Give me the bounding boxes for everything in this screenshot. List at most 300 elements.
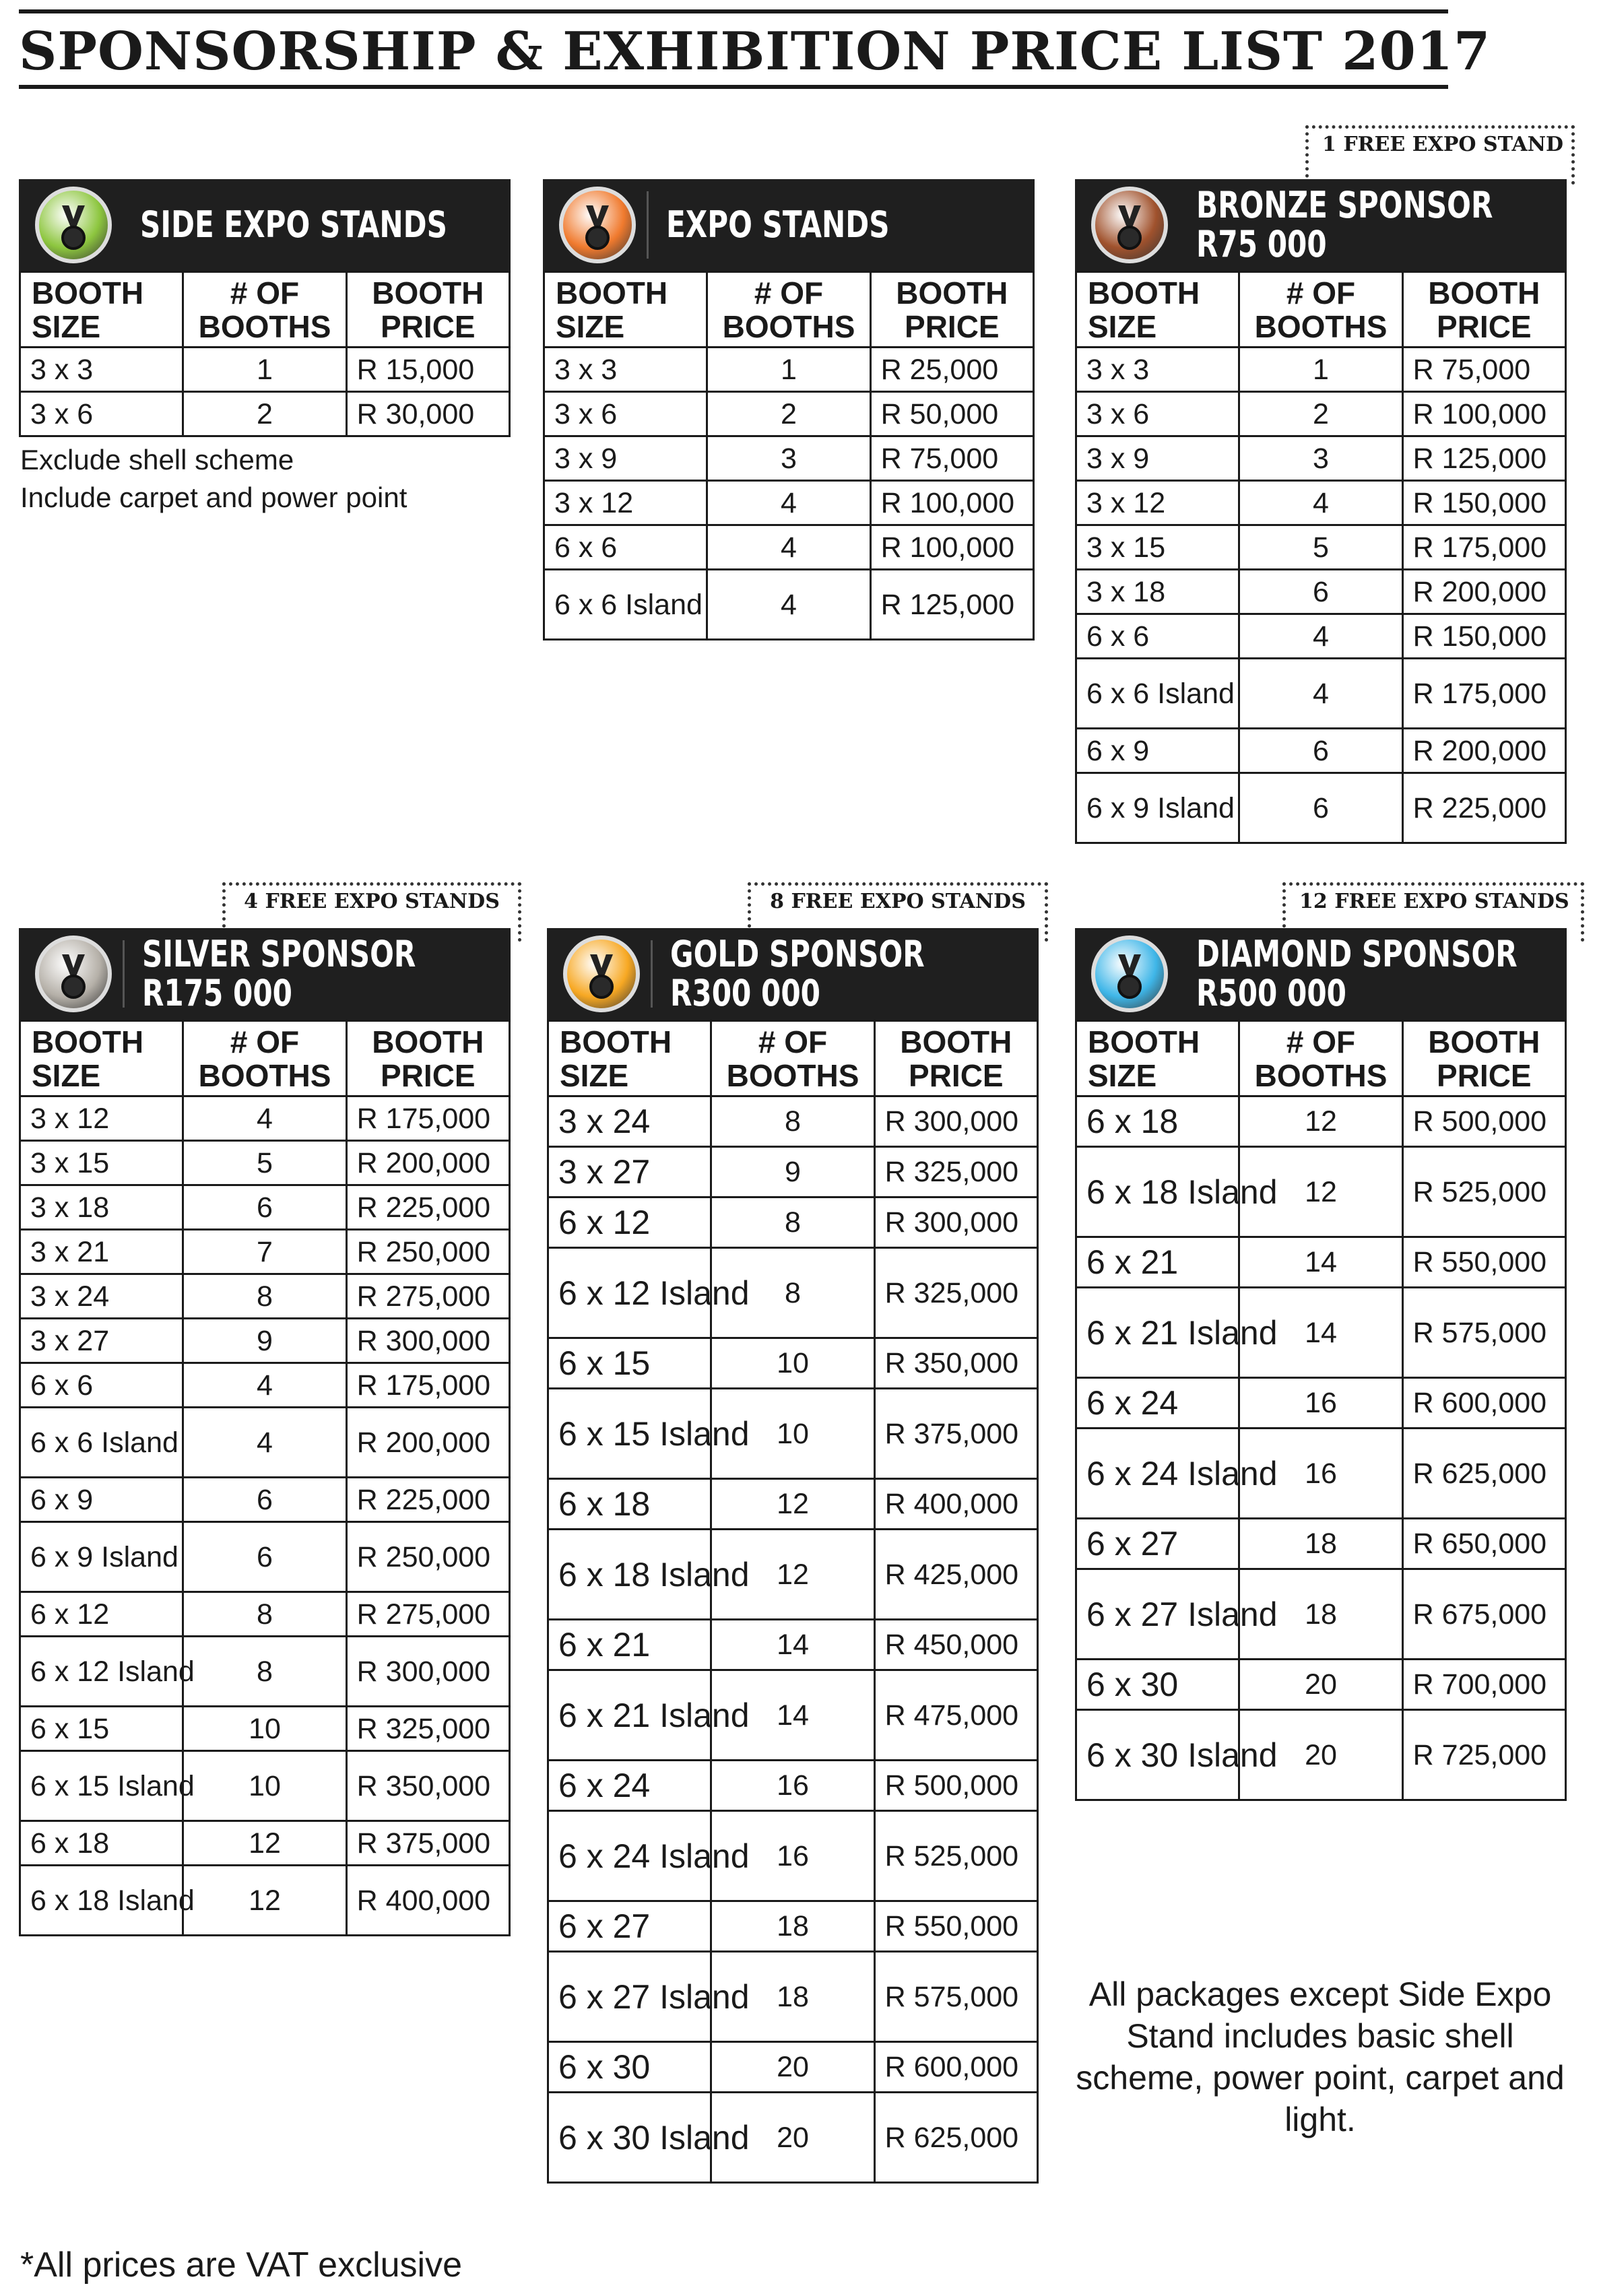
bronze-free-tag: 1 FREE EXPO STAND (1305, 125, 1575, 185)
booth-count-cell: 16 (1239, 1378, 1402, 1429)
booth-price-cell: R 75,000 (1402, 348, 1565, 392)
table-row (544, 348, 1034, 392)
booth-price-cell: R 100,000 (1402, 392, 1565, 436)
bronze-sponsor-panel (1075, 179, 1567, 844)
booth-price-cell: R 50,000 (870, 392, 1033, 436)
medal-icon (1091, 187, 1168, 263)
booth-price-cell: R 325,000 (874, 1248, 1037, 1338)
booth-size-cell: 3 x 6 (1076, 392, 1239, 436)
booth-price-cell: R 350,000 (874, 1338, 1037, 1389)
booth-count-header: # OF BOOTHS (711, 1021, 874, 1096)
booth-size-cell: 6 x 24 Island (548, 1811, 711, 1901)
booth-count-cell: 1 (707, 348, 870, 392)
table-row (20, 1319, 510, 1363)
title-price: R175 000 (142, 972, 292, 1014)
booth-count-cell: 20 (1239, 1660, 1402, 1710)
booth-price-cell: R 125,000 (1402, 436, 1565, 481)
medal-icon (35, 936, 112, 1012)
table-row (1076, 659, 1566, 729)
table-row (548, 1147, 1038, 1198)
booth-size-cell: 3 x 18 (1076, 570, 1239, 614)
table-row (548, 2093, 1038, 2183)
table-row (20, 1363, 510, 1408)
booth-size-cell: 6 x 15 (20, 1707, 183, 1751)
table-row (20, 1408, 510, 1478)
booth-size-cell: 6 x 24 (1076, 1378, 1239, 1429)
table-row (548, 1620, 1038, 1670)
ribbon-shape (1118, 205, 1141, 228)
title-rule-bottom (19, 85, 1448, 89)
booth-size-cell: 3 x 15 (1076, 525, 1239, 570)
booth-price-cell: R 200,000 (346, 1408, 509, 1478)
table-row (548, 1096, 1038, 1147)
booth-count-cell: 4 (707, 525, 870, 570)
table-row (20, 1141, 510, 1185)
ribbon-shape (62, 205, 85, 228)
bronze-price-table (1075, 271, 1567, 844)
booth-price-cell: R 300,000 (346, 1319, 509, 1363)
booth-size-cell: 3 x 12 (544, 481, 707, 525)
medal-disc-shape (61, 226, 86, 250)
booth-size-cell: 3 x 3 (20, 348, 183, 392)
booth-size-cell: 6 x 30 Island (1076, 1710, 1239, 1800)
booth-size-cell: 3 x 9 (544, 436, 707, 481)
ribbon-shape (62, 954, 85, 977)
table-row (548, 1338, 1038, 1389)
table-row (548, 1670, 1038, 1761)
packages-note: All packages except Side Expo Stand includes basic shell scheme, power point, carpet and light. (1076, 1975, 1565, 2138)
table-row (548, 1761, 1038, 1811)
booth-count-cell: 8 (711, 1198, 874, 1248)
bronze-panel-title (1196, 186, 1493, 264)
booth-size-cell: 6 x 6 (20, 1363, 183, 1408)
table-row (1076, 1378, 1566, 1429)
silver-price-table (19, 1020, 511, 1936)
booth-price-cell: R 225,000 (346, 1478, 509, 1522)
gold-price-table (547, 1020, 1039, 2184)
header-divider (651, 940, 653, 1008)
booth-price-cell: R 100,000 (870, 525, 1033, 570)
booth-price-cell: R 25,000 (870, 348, 1033, 392)
booth-size-cell: 6 x 6 (544, 525, 707, 570)
diamond-free-tag: 12 FREE EXPO STANDS (1282, 882, 1584, 942)
booth-price-cell: R 350,000 (346, 1751, 509, 1821)
booth-price-cell: R 15,000 (346, 348, 509, 392)
booth-count-cell: 4 (183, 1408, 346, 1478)
booth-size-header: BOOTH SIZE (1076, 1021, 1239, 1096)
booth-price-header: BOOTH PRICE (346, 1021, 509, 1096)
booth-price-cell: R 425,000 (874, 1530, 1037, 1620)
booth-count-cell: 20 (711, 2093, 874, 2183)
booth-count-cell: 14 (711, 1670, 874, 1761)
title-text: GOLD SPONSOR (670, 933, 925, 975)
booth-price-cell: R 500,000 (874, 1761, 1037, 1811)
booth-price-cell: R 600,000 (874, 2042, 1037, 2093)
booth-price-cell: R 275,000 (346, 1592, 509, 1637)
diamond-price-table (1075, 1020, 1567, 1801)
vat-note: *All prices are VAT exclusive (20, 2245, 463, 2285)
side-expo-stands-panel (19, 179, 511, 517)
table-row (544, 525, 1034, 570)
booth-count-cell: 12 (711, 1479, 874, 1530)
booth-price-header: BOOTH PRICE (1402, 1021, 1565, 1096)
booth-price-cell: R 275,000 (346, 1274, 509, 1319)
medal-disc-shape (61, 975, 86, 999)
booth-count-cell: 4 (1239, 659, 1402, 729)
booth-size-header: BOOTH SIZE (20, 1021, 183, 1096)
booth-count-cell: 4 (707, 481, 870, 525)
booth-size-cell: 6 x 6 Island (20, 1408, 183, 1478)
booth-price-cell: R 200,000 (1402, 729, 1565, 773)
medal-disc-shape (1117, 226, 1142, 250)
table-row (20, 1592, 510, 1637)
booth-price-cell: R 250,000 (346, 1522, 509, 1592)
booth-price-cell: R 450,000 (874, 1620, 1037, 1670)
booth-price-cell: R 325,000 (874, 1147, 1037, 1198)
table-row (1076, 392, 1566, 436)
table-header-row (20, 272, 510, 348)
medal-icon (563, 936, 640, 1012)
booth-count-cell: 4 (183, 1363, 346, 1408)
table-header-row (20, 1021, 510, 1096)
title-price: R75 000 (1196, 223, 1327, 265)
silver-panel-header (19, 928, 511, 1020)
table-row (548, 1811, 1038, 1901)
booth-size-cell: 6 x 18 (20, 1821, 183, 1866)
booth-size-cell: 3 x 3 (1076, 348, 1239, 392)
table-row (1076, 1237, 1566, 1288)
booth-size-cell: 6 x 18 Island (20, 1866, 183, 1936)
gold-panel-header (547, 928, 1039, 1020)
booth-size-header: BOOTH SIZE (1076, 272, 1239, 348)
booth-count-cell: 2 (707, 392, 870, 436)
table-row (548, 1901, 1038, 1952)
booth-size-cell: 6 x 15 Island (20, 1751, 183, 1821)
table-row (1076, 436, 1566, 481)
table-row (544, 570, 1034, 640)
booth-price-cell: R 550,000 (1402, 1237, 1565, 1288)
booth-count-cell: 7 (183, 1230, 346, 1274)
diamond-sponsor-panel (1075, 928, 1567, 1801)
booth-size-cell: 6 x 18 (548, 1479, 711, 1530)
booth-count-cell: 6 (1239, 570, 1402, 614)
booth-size-cell: 6 x 27 (548, 1901, 711, 1952)
medal-disc-shape (589, 975, 614, 999)
booth-price-cell: R 600,000 (1402, 1378, 1565, 1429)
booth-size-cell: 6 x 24 (548, 1761, 711, 1811)
booth-size-cell: 6 x 30 (1076, 1660, 1239, 1710)
booth-size-cell: 6 x 18 Island (548, 1530, 711, 1620)
table-row (20, 1637, 510, 1707)
booth-count-cell: 4 (1239, 481, 1402, 525)
booth-size-cell: 6 x 24 Island (1076, 1429, 1239, 1519)
booth-count-cell: 12 (1239, 1147, 1402, 1237)
booth-count-cell: 18 (1239, 1569, 1402, 1660)
booth-count-header: # OF BOOTHS (1239, 272, 1402, 348)
booth-price-cell: R 700,000 (1402, 1660, 1565, 1710)
booth-count-cell: 12 (711, 1530, 874, 1620)
booth-count-cell: 8 (183, 1592, 346, 1637)
table-row (548, 1389, 1038, 1479)
booth-count-header: # OF BOOTHS (183, 272, 346, 348)
booth-price-cell: R 650,000 (1402, 1519, 1565, 1569)
booth-count-cell: 8 (711, 1096, 874, 1147)
ribbon-shape (1118, 954, 1141, 977)
gold-sponsor-panel (547, 928, 1039, 2184)
booth-price-cell: R 375,000 (874, 1389, 1037, 1479)
table-row (20, 1866, 510, 1936)
booth-count-cell: 10 (183, 1751, 346, 1821)
booth-size-cell: 3 x 24 (20, 1274, 183, 1319)
booth-size-cell: 6 x 21 Island (1076, 1288, 1239, 1378)
booth-count-cell: 18 (711, 1952, 874, 2042)
booth-count-cell: 20 (711, 2042, 874, 2093)
booth-price-cell: R 400,000 (346, 1866, 509, 1936)
booth-price-cell: R 30,000 (346, 392, 509, 436)
table-row (20, 348, 510, 392)
booth-size-cell: 6 x 21 Island (548, 1670, 711, 1761)
table-row (1076, 773, 1566, 843)
booth-price-cell: R 225,000 (1402, 773, 1565, 843)
booth-price-cell: R 575,000 (1402, 1288, 1565, 1378)
booth-size-cell: 3 x 12 (1076, 481, 1239, 525)
table-row (548, 1952, 1038, 2042)
title-text: DIAMOND SPONSOR (1196, 933, 1518, 975)
booth-price-cell: R 675,000 (1402, 1569, 1565, 1660)
side-notes (19, 441, 511, 517)
booth-count-header: # OF BOOTHS (1239, 1021, 1402, 1096)
table-header-row (1076, 272, 1566, 348)
side-price-table (19, 271, 511, 437)
booth-size-cell: 6 x 18 Island (1076, 1147, 1239, 1237)
booth-count-cell: 18 (711, 1901, 874, 1952)
booth-price-cell: R 175,000 (346, 1096, 509, 1141)
booth-count-cell: 12 (183, 1821, 346, 1866)
booth-size-cell: 6 x 6 Island (544, 570, 707, 640)
booth-price-cell: R 400,000 (874, 1479, 1037, 1530)
booth-price-cell: R 175,000 (1402, 659, 1565, 729)
booth-size-cell: 3 x 27 (20, 1319, 183, 1363)
booth-price-cell: R 200,000 (1402, 570, 1565, 614)
booth-price-cell: R 75,000 (870, 436, 1033, 481)
booth-size-cell: 3 x 6 (544, 392, 707, 436)
booth-count-cell: 18 (1239, 1519, 1402, 1569)
booth-price-header: BOOTH PRICE (346, 272, 509, 348)
booth-size-cell: 3 x 21 (20, 1230, 183, 1274)
booth-price-cell: R 300,000 (874, 1198, 1037, 1248)
silver-panel-title (142, 935, 416, 1013)
booth-count-cell: 3 (707, 436, 870, 481)
booth-count-cell: 4 (707, 570, 870, 640)
booth-size-cell: 3 x 9 (1076, 436, 1239, 481)
gold-panel-title (670, 935, 925, 1013)
diamond-panel-title (1196, 935, 1518, 1013)
table-row (1076, 481, 1566, 525)
title-rule-top (19, 9, 1448, 13)
booth-size-cell: 3 x 3 (544, 348, 707, 392)
booth-count-cell: 14 (711, 1620, 874, 1670)
table-row (548, 1198, 1038, 1248)
header-divider (123, 940, 125, 1008)
medal-icon (559, 187, 636, 263)
table-row (20, 1230, 510, 1274)
title-text: SIDE EXPO STANDS (140, 203, 447, 246)
table-row (1076, 1096, 1566, 1147)
booth-size-header: BOOTH SIZE (544, 272, 707, 348)
medal-icon (1091, 936, 1168, 1012)
ribbon-shape (586, 205, 609, 228)
booth-count-cell: 4 (183, 1096, 346, 1141)
booth-size-cell: 6 x 27 (1076, 1519, 1239, 1569)
title-price: R500 000 (1196, 972, 1346, 1014)
table-row (1076, 1147, 1566, 1237)
title-text: BRONZE SPONSOR (1196, 184, 1493, 226)
booth-price-header: BOOTH PRICE (1402, 272, 1565, 348)
medal-disc-shape (1117, 975, 1142, 999)
booth-price-header: BOOTH PRICE (874, 1021, 1037, 1096)
booth-price-cell: R 500,000 (1402, 1096, 1565, 1147)
booth-count-cell: 4 (1239, 614, 1402, 659)
booth-size-cell: 6 x 9 (20, 1478, 183, 1522)
booth-size-cell: 6 x 12 (20, 1592, 183, 1637)
booth-price-cell: R 550,000 (874, 1901, 1037, 1952)
booth-count-cell: 14 (1239, 1288, 1402, 1378)
booth-count-cell: 2 (183, 392, 346, 436)
booth-count-cell: 1 (1239, 348, 1402, 392)
table-row (548, 1479, 1038, 1530)
side-panel-header (19, 179, 511, 271)
booth-price-cell: R 200,000 (346, 1141, 509, 1185)
expo-panel-header (543, 179, 1035, 271)
booth-price-cell: R 125,000 (870, 570, 1033, 640)
booth-count-header: # OF BOOTHS (707, 272, 870, 348)
table-row (1076, 1429, 1566, 1519)
booth-count-cell: 10 (183, 1707, 346, 1751)
booth-size-cell: 6 x 12 (548, 1198, 711, 1248)
silver-free-tag: 4 FREE EXPO STANDS (222, 882, 521, 942)
table-row (1076, 525, 1566, 570)
booth-count-cell: 6 (183, 1522, 346, 1592)
booth-count-cell: 9 (711, 1147, 874, 1198)
booth-price-cell: R 175,000 (1402, 525, 1565, 570)
booth-size-cell: 6 x 27 Island (1076, 1569, 1239, 1660)
table-row (548, 2042, 1038, 2093)
booth-size-cell: 6 x 30 Island (548, 2093, 711, 2183)
booth-size-cell: 3 x 27 (548, 1147, 711, 1198)
table-row (1076, 1660, 1566, 1710)
table-row (1076, 348, 1566, 392)
booth-size-cell: 6 x 30 (548, 2042, 711, 2093)
booth-size-cell: 6 x 9 Island (20, 1522, 183, 1592)
booth-size-header: BOOTH SIZE (548, 1021, 711, 1096)
booth-size-cell: 6 x 6 Island (1076, 659, 1239, 729)
booth-price-cell: R 300,000 (346, 1637, 509, 1707)
booth-count-cell: 12 (183, 1866, 346, 1936)
booth-size-cell: 3 x 24 (548, 1096, 711, 1147)
medal-icon (35, 187, 112, 263)
booth-price-cell: R 225,000 (346, 1185, 509, 1230)
booth-count-cell: 1 (183, 348, 346, 392)
booth-price-cell: R 300,000 (874, 1096, 1037, 1147)
booth-size-cell: 6 x 15 (548, 1338, 711, 1389)
booth-size-cell: 6 x 12 Island (548, 1248, 711, 1338)
booth-price-cell: R 525,000 (874, 1811, 1037, 1901)
booth-price-cell: R 150,000 (1402, 481, 1565, 525)
gold-free-tag: 8 FREE EXPO STANDS (748, 882, 1048, 942)
table-row (1076, 729, 1566, 773)
table-row (1076, 1519, 1566, 1569)
table-row (548, 1248, 1038, 1338)
booth-size-cell: 3 x 12 (20, 1096, 183, 1141)
booth-size-cell: 6 x 9 Island (1076, 773, 1239, 843)
medal-disc-shape (585, 226, 610, 250)
booth-price-cell: R 725,000 (1402, 1710, 1565, 1800)
table-row (1076, 1710, 1566, 1800)
booth-count-cell: 6 (183, 1478, 346, 1522)
booth-price-cell: R 375,000 (346, 1821, 509, 1866)
table-header-row (1076, 1021, 1566, 1096)
booth-price-header: BOOTH PRICE (870, 272, 1033, 348)
booth-size-cell: 3 x 18 (20, 1185, 183, 1230)
table-row (544, 481, 1034, 525)
booth-count-cell: 2 (1239, 392, 1402, 436)
table-row (544, 436, 1034, 481)
booth-price-cell: R 475,000 (874, 1670, 1037, 1761)
expo-panel-title (666, 205, 890, 244)
table-row (1076, 1569, 1566, 1660)
booth-price-cell: R 525,000 (1402, 1147, 1565, 1237)
booth-size-cell: 6 x 27 Island (548, 1952, 711, 2042)
booth-size-cell: 6 x 6 (1076, 614, 1239, 659)
booth-count-cell: 6 (1239, 773, 1402, 843)
expo-stands-panel (543, 179, 1035, 641)
table-row (20, 1478, 510, 1522)
booth-price-cell: R 625,000 (874, 2093, 1037, 2183)
booth-price-cell: R 625,000 (1402, 1429, 1565, 1519)
note-line: Include carpet and power point (20, 482, 408, 513)
expo-price-table (543, 271, 1035, 641)
booth-size-header: BOOTH SIZE (20, 272, 183, 348)
table-row (1076, 1288, 1566, 1378)
booth-count-cell: 5 (1239, 525, 1402, 570)
booth-count-cell: 16 (711, 1811, 874, 1901)
booth-size-cell: 6 x 18 (1076, 1096, 1239, 1147)
silver-sponsor-panel (19, 928, 511, 1936)
booth-count-cell: 3 (1239, 436, 1402, 481)
booth-count-cell: 6 (1239, 729, 1402, 773)
booth-price-cell: R 325,000 (346, 1707, 509, 1751)
booth-count-cell: 20 (1239, 1710, 1402, 1800)
booth-size-cell: 6 x 21 (548, 1620, 711, 1670)
booth-count-cell: 10 (711, 1338, 874, 1389)
booth-size-cell: 6 x 21 (1076, 1237, 1239, 1288)
title-text: SILVER SPONSOR (142, 933, 416, 975)
table-row (548, 1530, 1038, 1620)
table-row (544, 392, 1034, 436)
table-header-row (548, 1021, 1038, 1096)
booth-count-cell: 12 (1239, 1096, 1402, 1147)
table-row (20, 1821, 510, 1866)
table-row (20, 1274, 510, 1319)
booth-price-cell: R 175,000 (346, 1363, 509, 1408)
booth-count-cell: 14 (1239, 1237, 1402, 1288)
booth-count-cell: 10 (711, 1389, 874, 1479)
table-header-row (544, 272, 1034, 348)
table-row (20, 1522, 510, 1592)
table-row (1076, 614, 1566, 659)
table-row (1076, 570, 1566, 614)
booth-count-cell: 8 (183, 1637, 346, 1707)
